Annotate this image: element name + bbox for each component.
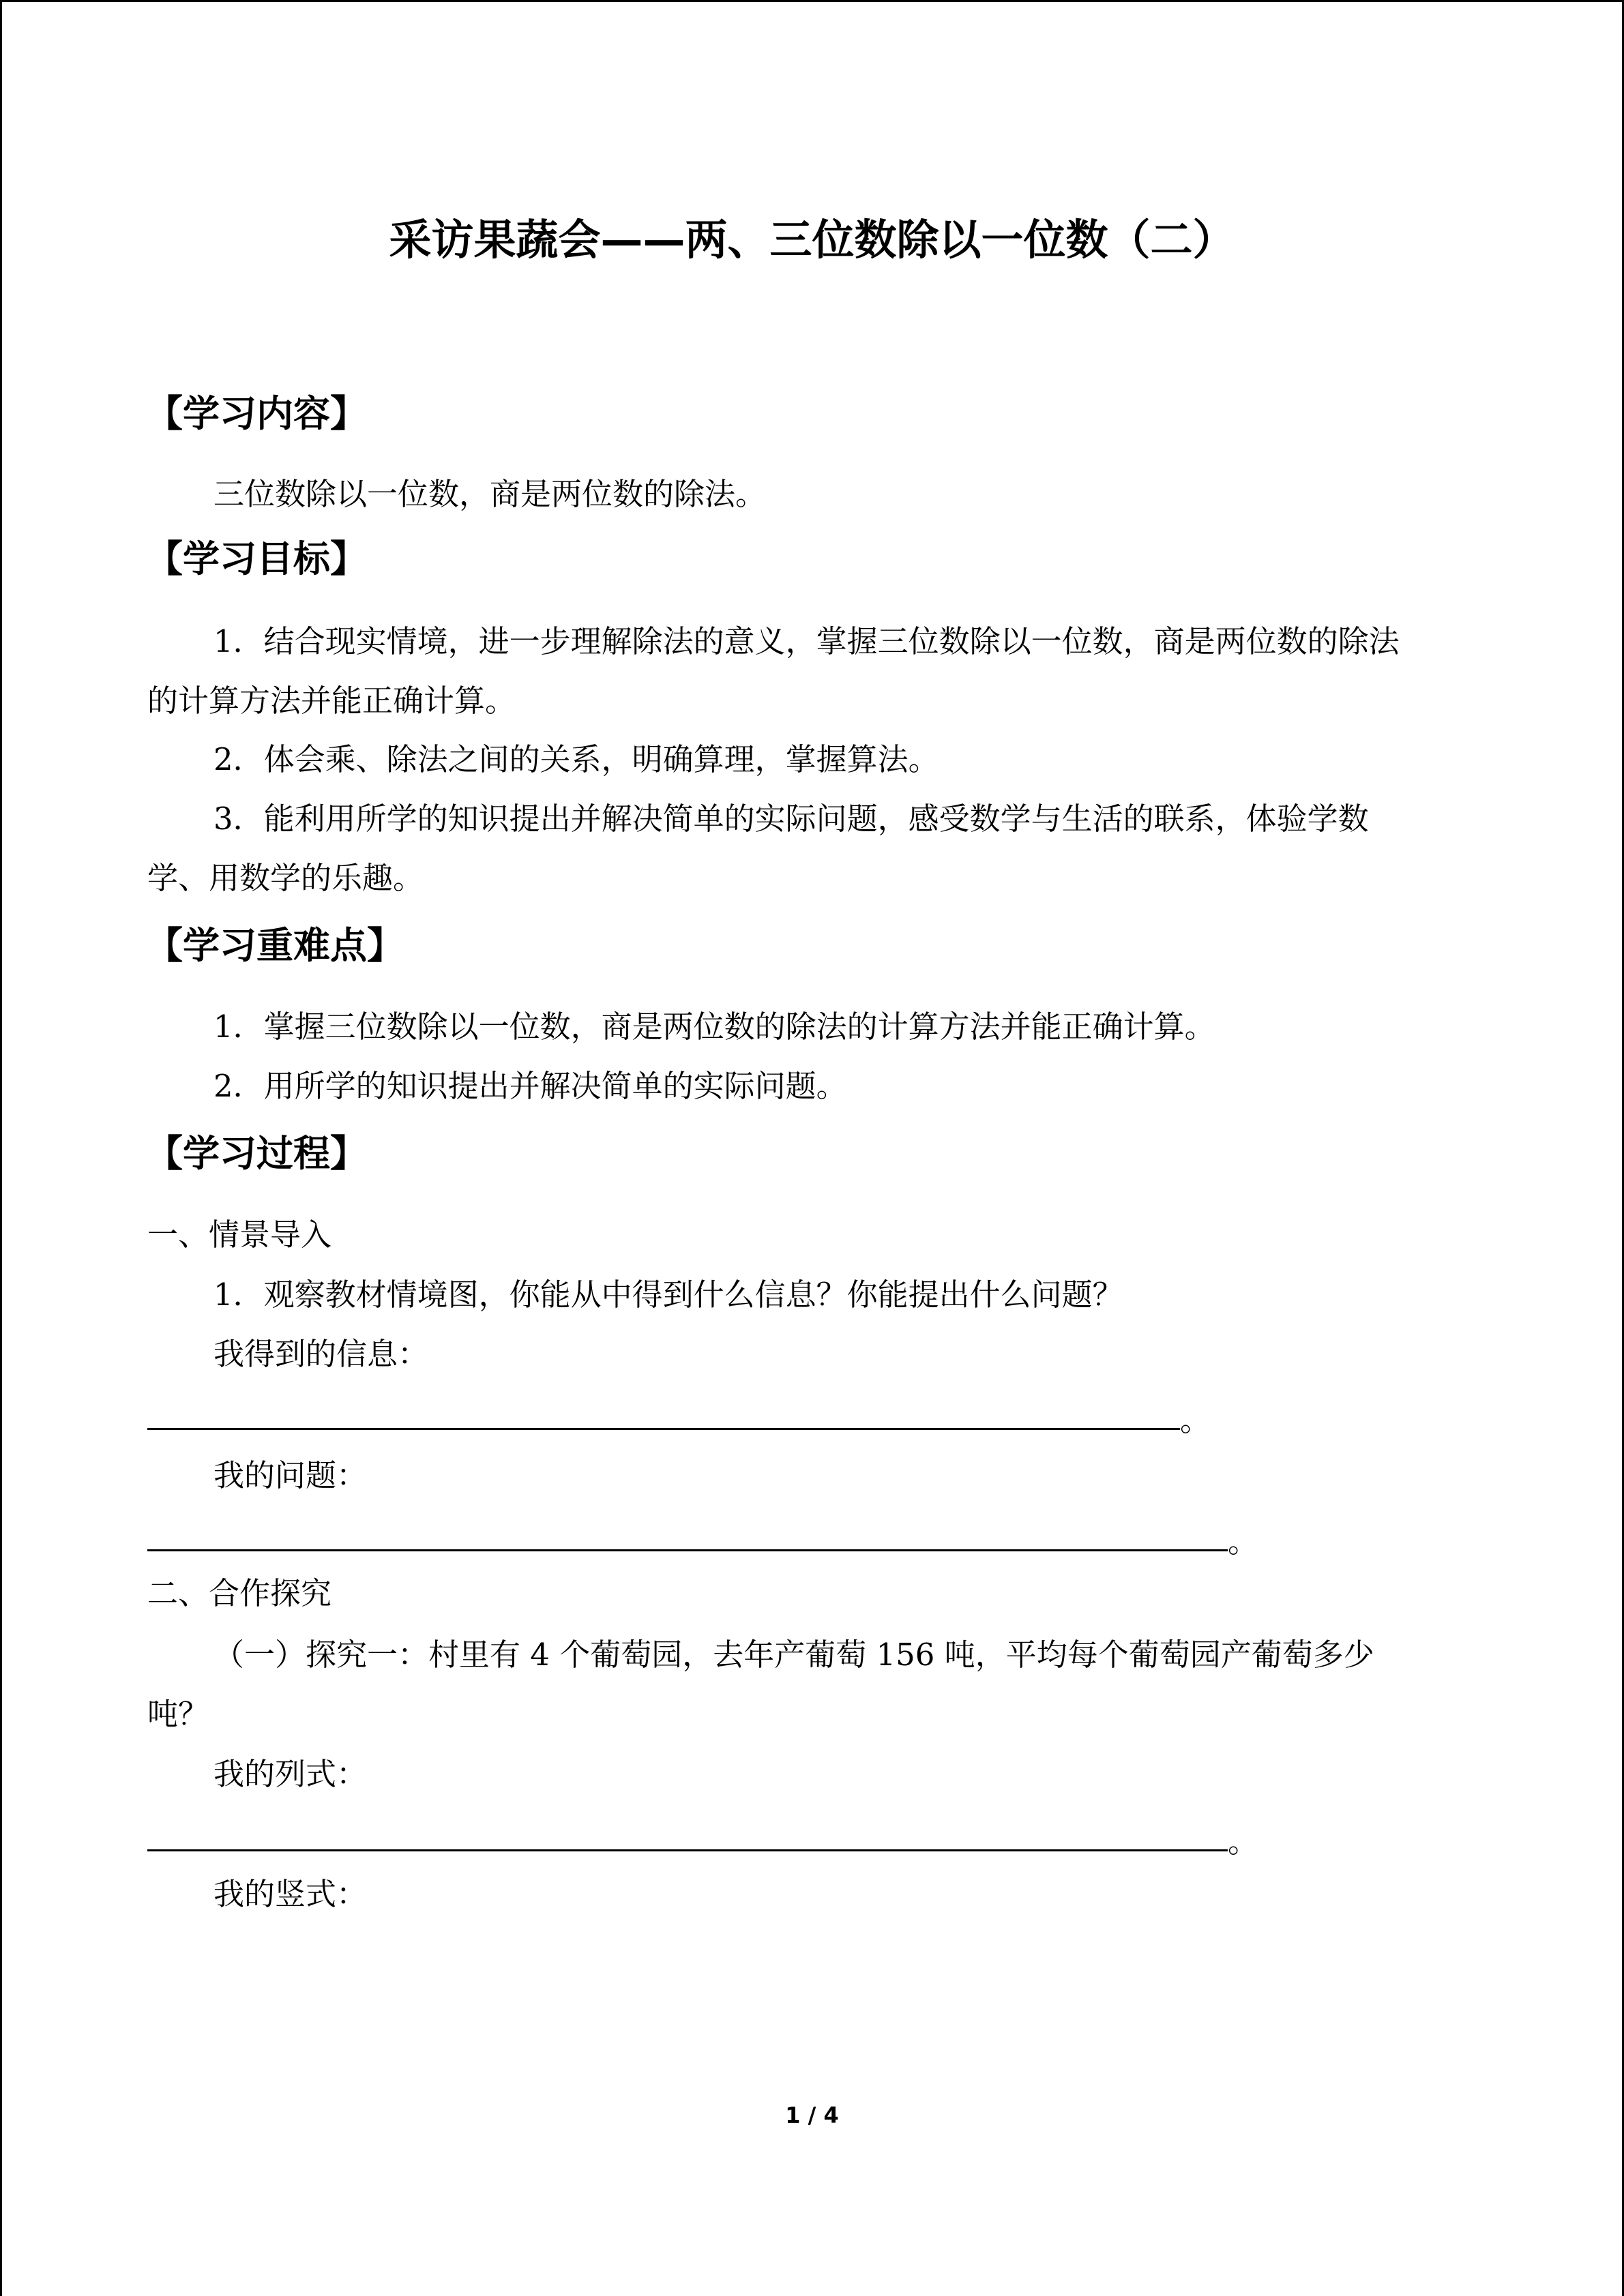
info-label: 我得到的信息： xyxy=(213,1336,429,1372)
question-label: 我的问题： xyxy=(213,1457,368,1493)
section-heading-content: 【学习内容】 xyxy=(146,392,367,435)
equation-label: 我的列式： xyxy=(213,1756,368,1792)
vertical-label: 我的竖式： xyxy=(213,1876,368,1912)
goal-item-2: 2．体会乘、除法之间的关系，明确算理，掌握算法。 xyxy=(213,741,939,777)
equation-answer-line[interactable] xyxy=(147,1849,1228,1851)
goal-item-3-line-2: 学、用数学的乐趣。 xyxy=(147,860,424,896)
info-answer-end: 。 xyxy=(1180,1402,1211,1438)
part-1-title: 一、情景导入 xyxy=(147,1217,332,1253)
goal-item-1-line-1: 1．结合现实情境，进一步理解除法的意义，掌握三位数除以一位数，商是两位数的除法 xyxy=(213,623,1400,659)
page-number: 1 / 4 xyxy=(785,2102,839,2128)
section-heading-process: 【学习过程】 xyxy=(146,1132,367,1175)
content-text: 三位数除以一位数，商是两位数的除法。 xyxy=(213,476,767,512)
explore-1-line-2: 吨？ xyxy=(147,1696,209,1732)
section-heading-keypoints: 【学习重难点】 xyxy=(146,924,404,967)
question-answer-line[interactable] xyxy=(147,1549,1228,1551)
keypoint-item-2: 2．用所学的知识提出并解决简单的实际问题。 xyxy=(213,1068,847,1104)
info-answer-line[interactable] xyxy=(147,1428,1180,1430)
question-answer-end: 。 xyxy=(1228,1523,1259,1560)
goal-item-1-line-2: 的计算方法并能正确计算。 xyxy=(147,683,516,719)
document-title: 采访果蔬会——两、三位数除以一位数（二） xyxy=(389,215,1235,265)
part-2-title: 二、合作探究 xyxy=(147,1575,332,1611)
explore-1-line-1: （一）探究一：村里有 4 个葡萄园，去年产葡萄 156 吨，平均每个葡萄园产葡萄多少 xyxy=(213,1637,1374,1673)
keypoint-item-1: 1．掌握三位数除以一位数，商是两位数的除法的计算方法并能正确计算。 xyxy=(213,1009,1215,1045)
equation-answer-end: 。 xyxy=(1228,1823,1259,1860)
part-1-question: 1．观察教材情境图，你能从中得到什么信息？你能提出什么问题？ xyxy=(213,1277,1123,1313)
section-heading-goals: 【学习目标】 xyxy=(146,537,367,580)
goal-item-3-line-1: 3．能利用所学的知识提出并解决简单的实际问题，感受数学与生活的联系，体验学数 xyxy=(213,801,1369,837)
